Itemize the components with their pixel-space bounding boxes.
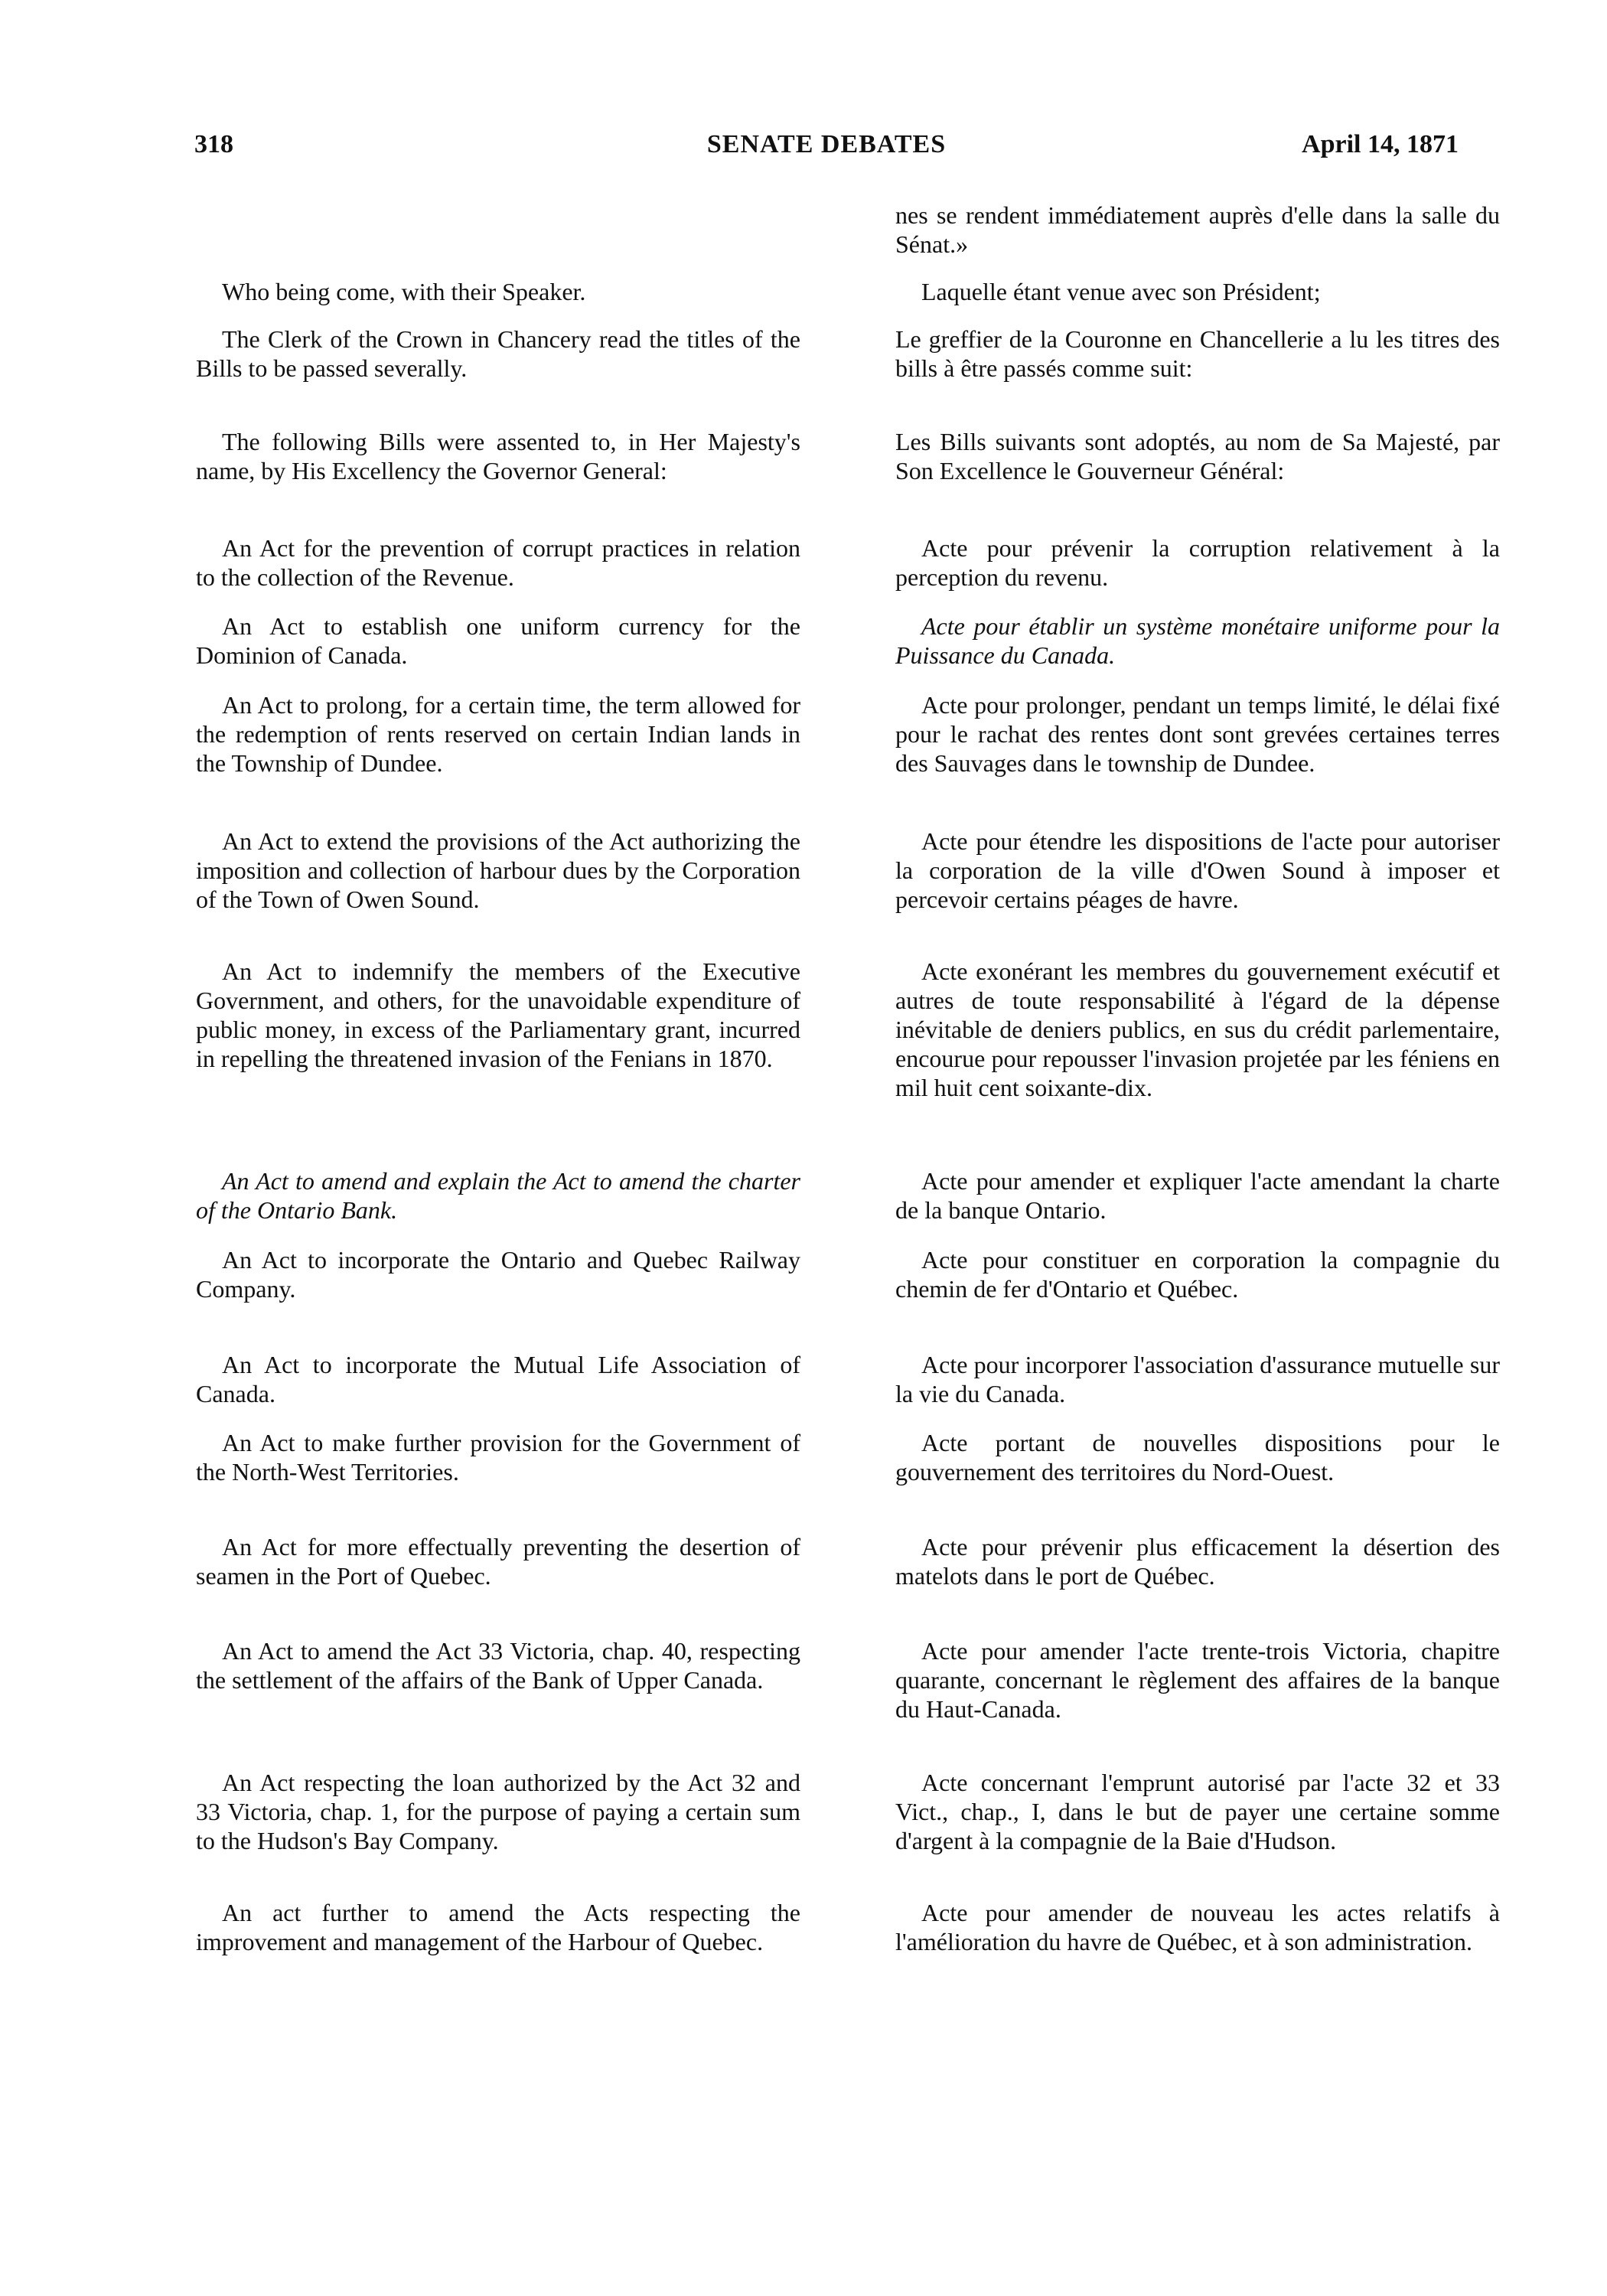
paragraph: An Act to make further provision for the Government of the North-West Territories. [196,1429,800,1486]
paragraph: Acte pour prolonger, pendant un temps limité, le délai fixé pour le rachat des rentes dont sont grevées certaines terres des Sauvages dans le township de Dundee. [895,691,1500,777]
paragraph: Acte concernant l'emprunt autorisé par l'acte 32 et 33 Vict., chap., I, dans le but de payer une certaine somme d'argent à la compagnie de la Baie d'Hudson. [895,1769,1500,1854]
paragraph: Acte pour incorporer l'association d'assurance mutuelle sur la vie du Canada. [895,1351,1500,1407]
page-header [194,130,1459,168]
paragraph: Who being come, with their Speaker. [222,278,586,305]
paragraph: An Act to prolong, for a certain time, the term allowed for the redemption of rents reserved on certain Indian lands in the Township of Dundee. [196,691,800,777]
paragraph: nes se rendent immédiatement auprès d'elle dans la salle du Sénat.» [895,201,1500,258]
page-number: 318 [194,130,233,158]
paragraph: Acte pour amender l'acte trente-trois Victoria, chapitre quarante, concernant le règlement des affaires de la banque du Haut-Canada. [895,1637,1500,1723]
paragraph: An Act for more effectually preventing the desertion of seamen in the Port of Quebec. [196,1533,800,1590]
paragraph: Acte pour prévenir la corruption relativement à la perception du revenu. [895,534,1500,591]
paragraph: Acte pour amender de nouveau les actes relatifs à l'amélioration du havre de Québec, et à son administration. [895,1899,1500,1955]
paragraph: Le greffier de la Couronne en Chancellerie a lu les titres des bills à être passés comme suit: [895,325,1500,382]
paragraph: Acte portant de nouvelles dispositions pour le gouvernement des territoires du Nord-Ouest. [895,1429,1500,1486]
paragraph: An Act to indemnify the members of the Executive Government, and others, for the unavoidable expenditure of public money, in excess of the Parliamentary grant, incurred in repelling the threatened invasion of the Fenians in 1870. [196,957,800,1072]
paragraph: Laquelle étant venue avec son Président; [921,278,1321,305]
paragraph: Acte pour établir un système monétaire uniforme pour la Puissance du Canada. [895,612,1500,669]
page-date: April 14, 1871 [1302,130,1459,158]
paragraph: An Act to incorporate the Mutual Life Association of Canada. [196,1351,800,1407]
paragraph: An Act to incorporate the Ontario and Quebec Railway Company. [196,1246,800,1303]
paragraph: An Act to establish one uniform currency for the Dominion of Canada. [196,612,800,669]
paragraph: An Act respecting the loan authorized by the Act 32 and 33 Victoria, chap. 1, for the purpose of paying a certain sum to the Hudson's Bay Company. [196,1769,800,1854]
paragraph: An Act to extend the provisions of the Act authorizing the imposition and collection of harbour dues by the Corporation of the Town of Owen Sound. [196,827,800,913]
paragraph: Acte pour constituer en corporation la compagnie du chemin de fer d'Ontario et Québec. [895,1246,1500,1303]
paragraph: Acte pour amender et expliquer l'acte amendant la charte de la banque Ontario. [895,1167,1500,1224]
paragraph: Acte pour étendre les dispositions de l'acte pour autoriser la corporation de la ville d'Owen Sound à imposer et percevoir certains péages de havre. [895,827,1500,913]
paragraph: An act further to amend the Acts respecting the improvement and management of the Harbour of Quebec. [196,1899,800,1955]
paragraph: Acte pour prévenir plus efficacement la désertion des matelots dans le port de Québec. [895,1533,1500,1590]
paragraph: Acte exonérant les membres du gouvernement exécutif et autres de toute responsabilité à l'égard de la dépense inévitable de deniers publics, en sus du crédit parlementaire, encourue pour repousser l'invasion projetée par les féniens en mil huit cent soixante-dix. [895,957,1500,1101]
paragraph: The following Bills were assented to, in Her Majesty's name, by His Excellency the Governor General: [196,428,800,484]
paragraph: An Act for the prevention of corrupt practices in relation to the collection of the Revenue. [196,534,800,591]
page-title: SENATE DEBATES [706,130,947,158]
paragraph: The Clerk of the Crown in Chancery read the titles of the Bills to be passed severally. [196,325,800,382]
paragraph: An Act to amend the Act 33 Victoria, chap. 40, respecting the settlement of the affairs of the Bank of Upper Canada. [196,1637,800,1694]
paragraph: An Act to amend and explain the Act to amend the charter of the Ontario Bank. [196,1167,800,1224]
paragraph: Les Bills suivants sont adoptés, au nom de Sa Majesté, par Son Excellence le Gouverneur Général: [895,428,1500,484]
